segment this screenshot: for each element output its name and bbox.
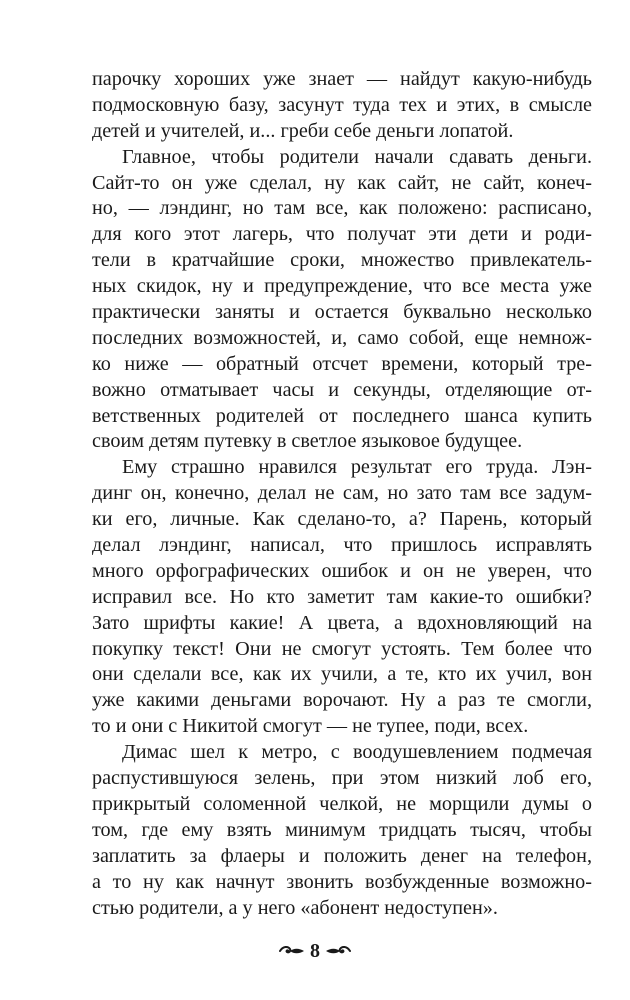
- paragraph: [92, 740, 592, 921]
- text-line: уже какими деньгами ворочают. Ну а раз те смогли,: [92, 689, 592, 712]
- text-line: делал лэндинг, написал, что пришлось исправлять: [92, 534, 592, 557]
- text-line: исправил все. Но кто заметит там какие-то ошибки?: [92, 585, 592, 608]
- text-line: вожно отматывает часы и секунды, отделяющие от-: [92, 378, 592, 401]
- text-line: ки его, личные. Как сделано-то, а? Парень, который: [92, 508, 592, 531]
- text-line: том, где ему взять минимум тридцать тысяч, чтобы: [92, 818, 592, 841]
- text-line: Сайт-то он уже сделал, ну как сайт, не сайт, конеч-: [92, 171, 592, 194]
- text-line: своим детям путевку в светлое языковое будущее.: [92, 430, 523, 453]
- text-line: стью родители, а у него «абонент недоступен».: [92, 896, 498, 919]
- page-folio: [0, 939, 630, 963]
- text-line: Ему страшно нравился результат его труда. Лэн-: [122, 456, 592, 479]
- text-line: последних возможностей, и, само собой, еще немнож-: [92, 326, 592, 349]
- text-line: практически заняты и остается буквально несколько: [92, 301, 592, 324]
- text-line: ко ниже — обратный отсчет времени, который тре-: [92, 352, 592, 375]
- text-line: Зато шрифты какие! А цвета, а вдохновляющий на: [92, 611, 592, 634]
- text-line: распустившуюся зелень, при этом низкий лоб его,: [92, 767, 592, 790]
- text-line: покупку текст! Они не смогут устоять. Тем более что: [92, 637, 592, 660]
- text-line: они сделали все, как их учили, а те, кто их учил, вон: [92, 663, 592, 686]
- page-number: 8: [310, 939, 320, 962]
- fleuron-right-icon: [325, 940, 351, 963]
- text-line: ных скидок, ну и предупреждение, что все места уже: [92, 275, 592, 298]
- text-line: для кого этот лагерь, что получат эти дети и роди-: [92, 223, 592, 246]
- text-line: прикрытый соломенной челкой, не морщили думы о: [92, 792, 592, 815]
- paragraph: [92, 145, 592, 456]
- text-line: детей и учителей, и... греби себе деньги лопатой.: [92, 119, 514, 142]
- text-line: подмосковную базу, засунут туда тех и этих, в смысле: [92, 93, 592, 116]
- text-line: то и они с Никитой смогут — не тупее, поди, всех.: [92, 715, 529, 738]
- text-line: парочку хороших уже знает — найдут какую-нибудь: [92, 68, 592, 90]
- body-text: [92, 67, 592, 921]
- text-line: а то ну как начнут звонить возбужденные возможно-: [92, 870, 592, 893]
- text-line: Димас шел к метро, с воодушевлением подмечая: [122, 741, 592, 764]
- text-line: много орфографических ошибок и он не уверен, что: [92, 559, 592, 582]
- text-line: тели в кратчайшие сроки, множество привлекатель-: [92, 249, 592, 272]
- paragraph: [92, 455, 592, 740]
- paragraph: [92, 67, 592, 145]
- text-line: заплатить за флаеры и положить денег на телефон,: [92, 844, 592, 867]
- text-line: но, — лэндинг, но там все, как положено: расписано,: [92, 197, 592, 220]
- text-line: Главное, чтобы родители начали сдавать деньги.: [122, 145, 592, 168]
- text-line: ветственных родителей от последнего шанса купить: [92, 404, 592, 427]
- text-line: динг он, конечно, делал не сам, но зато там все задум-: [92, 482, 592, 505]
- fleuron-left-icon: [279, 940, 305, 963]
